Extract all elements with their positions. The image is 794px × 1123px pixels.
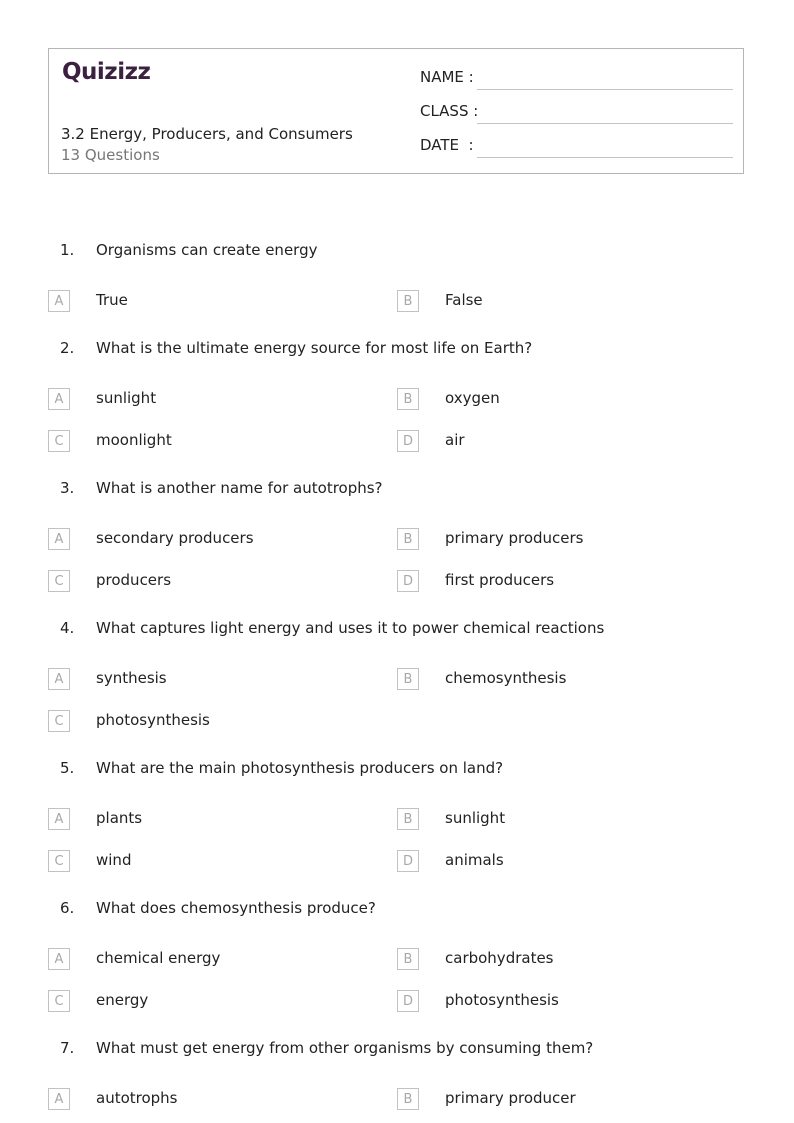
option-letter-box[interactable]: A (48, 668, 70, 690)
option-letter-box[interactable]: D (397, 570, 419, 592)
worksheet-header (48, 48, 744, 174)
option-letter-box[interactable]: A (48, 808, 70, 830)
option-letter-box[interactable]: B (397, 290, 419, 312)
option-text: moonlight (96, 431, 172, 449)
date-label: DATE : (420, 136, 474, 154)
option-letter-box[interactable]: C (48, 990, 70, 1012)
option-letter-box[interactable]: B (397, 1088, 419, 1110)
option-letter-box[interactable]: B (397, 388, 419, 410)
option-text: primary producers (445, 529, 584, 547)
name-label: NAME : (420, 68, 474, 86)
option-text: oxygen (445, 389, 500, 407)
option-letter-box[interactable]: B (397, 668, 419, 690)
option-letter-box[interactable]: B (397, 528, 419, 550)
question-number: 1. (60, 241, 75, 259)
question-6 (0, 899, 794, 923)
question-number: 4. (60, 619, 75, 637)
question-7 (0, 1039, 794, 1063)
option-letter-box[interactable]: A (48, 948, 70, 970)
option-letter-box[interactable]: C (48, 710, 70, 732)
option-text: chemical energy (96, 949, 221, 967)
option-text: carbohydrates (445, 949, 554, 967)
question-count: 13 Questions (61, 146, 160, 164)
option-text: primary producer (445, 1089, 576, 1107)
option-text: sunlight (445, 809, 506, 827)
question-number: 2. (60, 339, 75, 357)
option-text: synthesis (96, 669, 167, 687)
option-text: secondary producers (96, 529, 254, 547)
option-text: first producers (445, 571, 555, 589)
question-text: What is another name for autotrophs? (96, 479, 383, 497)
question-3 (0, 479, 794, 503)
option-letter-box[interactable]: D (397, 850, 419, 872)
option-letter-box[interactable]: C (48, 850, 70, 872)
option-text: energy (96, 991, 149, 1009)
option-text: False (445, 291, 483, 309)
worksheet-title: 3.2 Energy, Producers, and Consumers (61, 125, 353, 143)
question-number: 3. (60, 479, 75, 497)
option-text: animals (445, 851, 504, 869)
question-4 (0, 619, 794, 643)
question-1 (0, 241, 794, 265)
option-letter-box[interactable]: A (48, 388, 70, 410)
option-letter-box[interactable]: A (48, 528, 70, 550)
option-letter-box[interactable]: D (397, 430, 419, 452)
option-text: producers (96, 571, 172, 589)
name-field-line[interactable] (477, 89, 733, 90)
option-letter-box[interactable]: C (48, 430, 70, 452)
date-field-line[interactable] (477, 157, 733, 158)
question-number: 7. (60, 1039, 75, 1057)
class-field-line[interactable] (477, 123, 733, 124)
option-letter-box[interactable]: A (48, 1088, 70, 1110)
question-text: What does chemosynthesis produce? (96, 899, 376, 917)
option-letter-box[interactable]: B (397, 948, 419, 970)
question-text: Organisms can create energy (96, 241, 318, 259)
question-text: What must get energy from other organisms by consuming them? (96, 1039, 594, 1057)
question-text: What are the main photosynthesis producers on land? (96, 759, 504, 777)
option-text: photosynthesis (96, 711, 210, 729)
question-number: 5. (60, 759, 75, 777)
question-number: 6. (60, 899, 75, 917)
quizizz-logo: Quizizz (62, 59, 151, 85)
option-text: chemosynthesis (445, 669, 567, 687)
option-text: sunlight (96, 389, 157, 407)
option-letter-box[interactable]: B (397, 808, 419, 830)
option-text: wind (96, 851, 132, 869)
question-text: What captures light energy and uses it to power chemical reactions (96, 619, 605, 637)
question-5 (0, 759, 794, 783)
option-text: plants (96, 809, 143, 827)
option-text: True (96, 291, 128, 309)
option-text: air (445, 431, 465, 449)
option-letter-box[interactable]: C (48, 570, 70, 592)
question-2 (0, 339, 794, 363)
option-text: autotrophs (96, 1089, 178, 1107)
option-letter-box[interactable]: D (397, 990, 419, 1012)
option-text: photosynthesis (445, 991, 559, 1009)
question-text: What is the ultimate energy source for most life on Earth? (96, 339, 533, 357)
class-label: CLASS : (420, 102, 479, 120)
option-letter-box[interactable]: A (48, 290, 70, 312)
